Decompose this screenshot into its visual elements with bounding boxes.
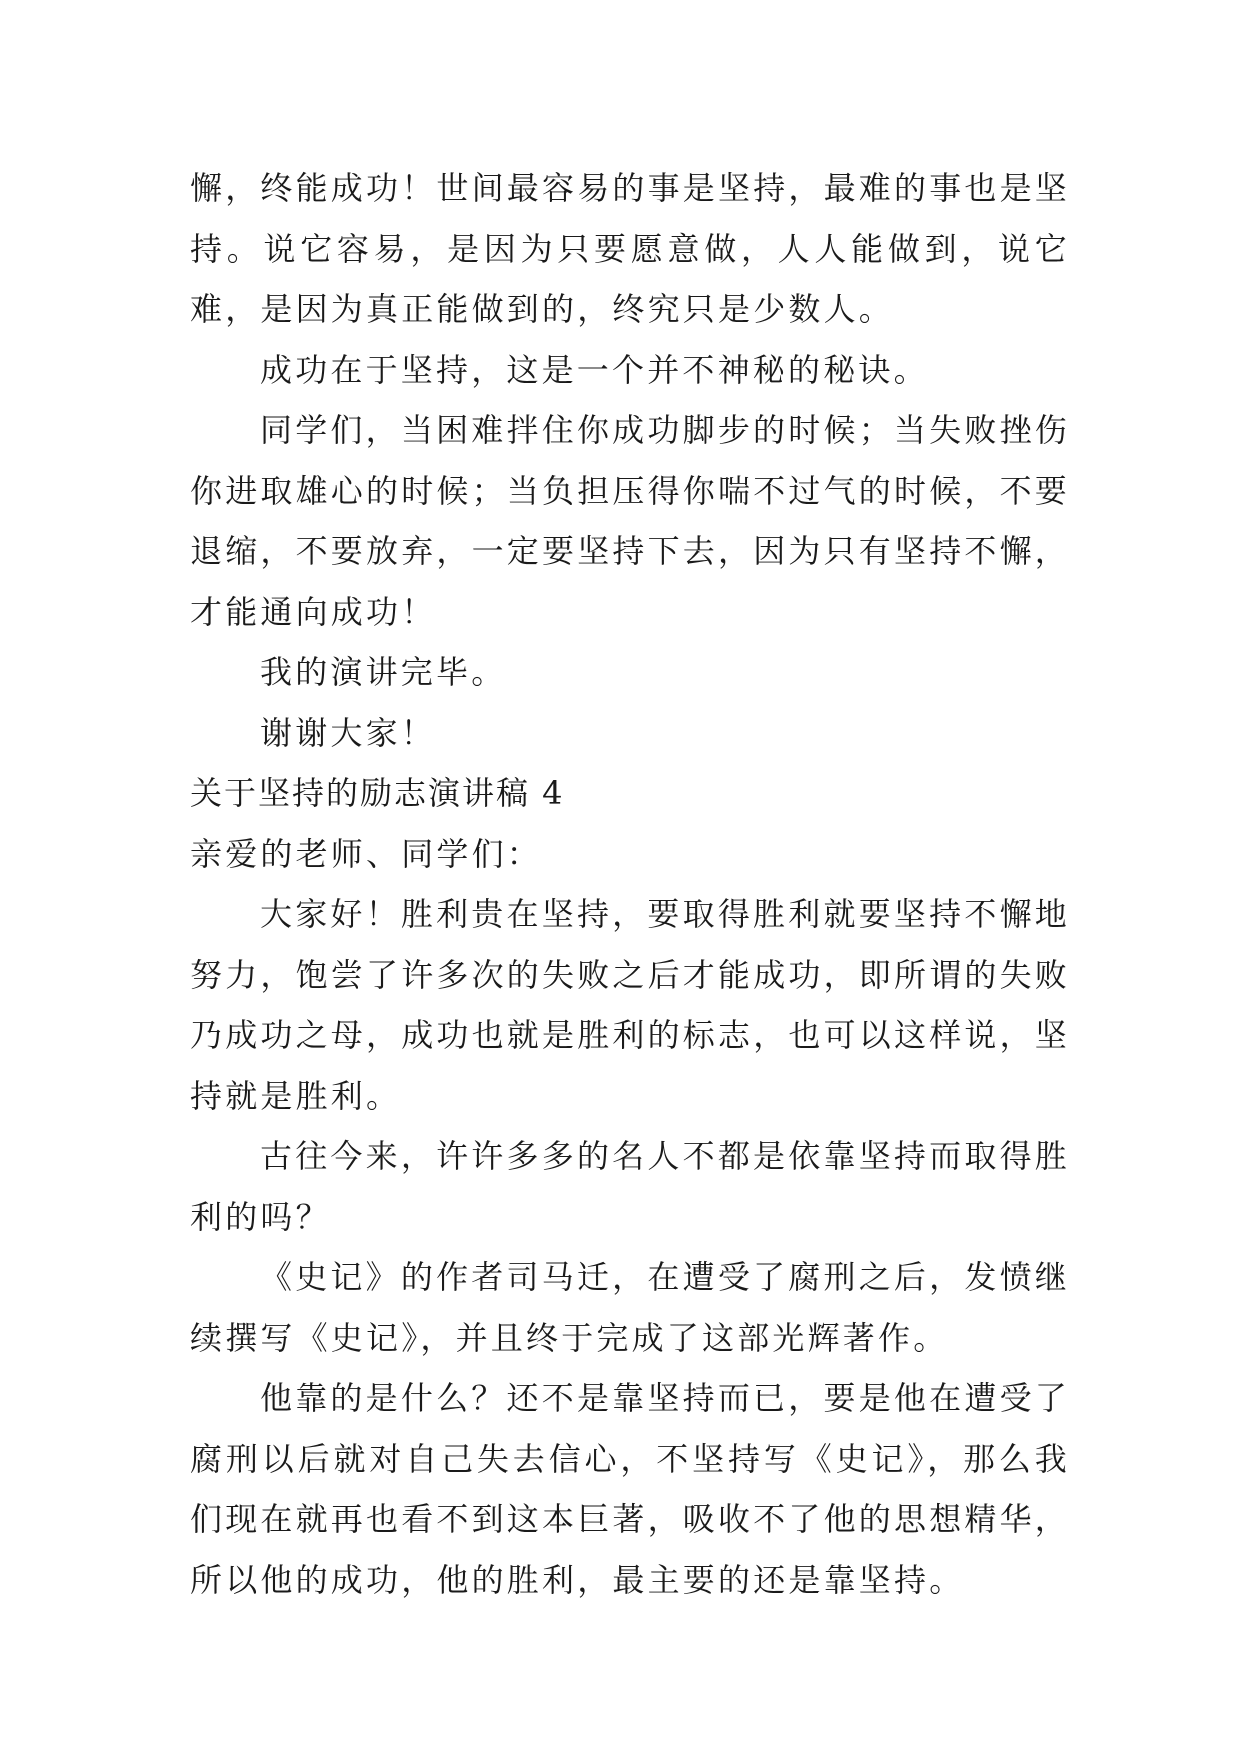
paragraph-classmates: 同学们，当困难拌住你成功脚步的时候；当失败挫伤你进取雄心的时候；当负担压得你喘不过气的时候，不要退缩，不要放弃，一定要坚持下去，因为只有坚持不懈，才能通向成功！ — [190, 411, 1071, 631]
paragraph-speech-end: 我的演讲完毕。 — [260, 653, 507, 691]
paragraph-greeting: 大家好！胜利贵在坚持，要取得胜利就要坚持不懈地努力，饱尝了许多次的失败之后才能成功，即所谓的失败乃成功之母，成功也就是胜利的标志，也可以这样说，坚持就是胜利。 — [190, 895, 1071, 1115]
paragraph-persistence: 他靠的是什么？还不是靠坚持而已，要是他在遭受了腐刑以后就对自己失去信心，不坚持写《史记》，那么我们现在就再也看不到这本巨著，吸收不了他的思想精华，所以他的成功，他的胜利，最主要的还是靠坚持。 — [190, 1379, 1071, 1599]
paragraph-continuation: 懈，终能成功！世间最容易的事是坚持，最难的事也是坚持。说它容易，是因为只要愿意做，人人能做到，说它难，是因为真正能做到的，终究只是少数人。 — [190, 169, 1071, 328]
salutation: 亲爱的老师、同学们： — [190, 834, 543, 873]
paragraph-famous-people: 古往今来，许许多多的名人不都是依靠坚持而取得胜利的吗？ — [190, 1137, 1070, 1236]
paragraph-success-secret: 成功在于坚持，这是一个并不神秘的秘诀。 — [260, 350, 929, 389]
paragraph-thanks: 谢谢大家！ — [260, 713, 437, 752]
document-body — [190, 158, 1070, 1610]
paragraph-sima-qian: 《史记》的作者司马迁，在遭受了腐刑之后，发愤继续撰写《史记》，并且终于完成了这部光辉著作。 — [190, 1258, 1070, 1357]
section-title: 关于坚持的励志演讲稿 4 — [190, 774, 565, 812]
